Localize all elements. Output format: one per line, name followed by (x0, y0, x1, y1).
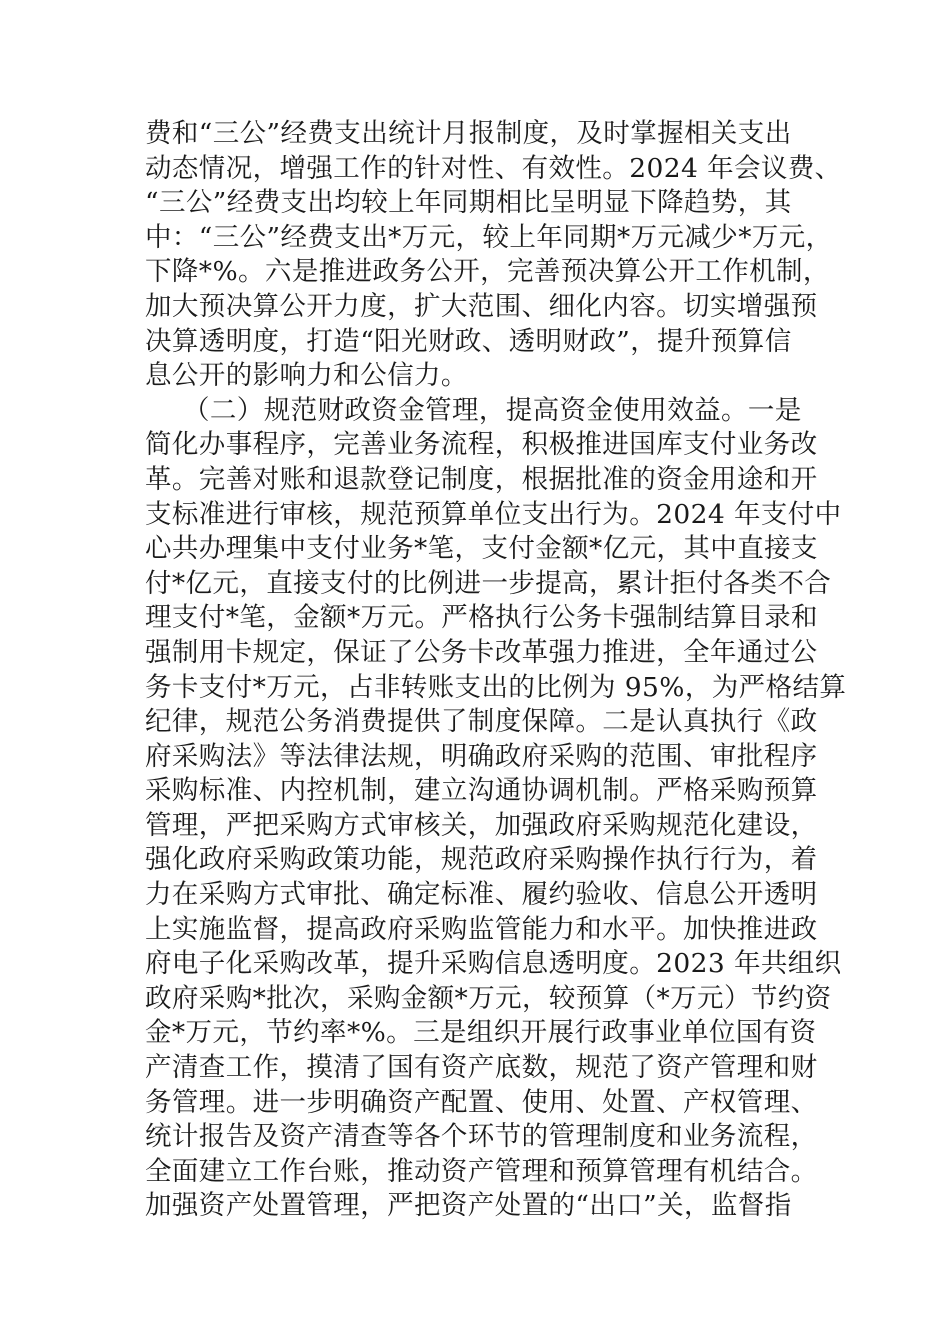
section-heading-line: （二）规范财政资金管理，提高资金使用效益。一是 (183, 394, 802, 426)
text-line: 费和“三公”经费支出统计月报制度，及时掌握相关支出 (145, 118, 792, 149)
text-line: 力在采购方式审批、确定标准、履约验收、信息公开透明 (145, 879, 818, 911)
text-line: 付*亿元，直接支付的比例进一步提高，累计拒付各类不合 (145, 567, 832, 599)
text-line: 加大预决算公开力度，扩大范围、细化内容。切实增强预 (145, 290, 818, 322)
text-line: 务管理。进一步明确资产配置、使用、处置、产权管理、 (145, 1086, 818, 1118)
text-line: 产清查工作，摸清了国有资产底数，规范了资产管理和财 (145, 1052, 818, 1084)
text-line: 务卡支付*万元，占非转账支出的比例为 95%，为严格结算 (145, 671, 847, 703)
text-line: 府电子化采购改革，提升采购信息透明度。2023 年共组织 (145, 948, 842, 980)
text-line: 决算透明度，打造“阳光财政、透明财政”，提升预算信 (145, 325, 792, 357)
text-line: 纪律，规范公务消费提供了制度保障。二是认真执行《政 (145, 706, 818, 738)
text-line: 加强资产处置管理，严把资产处置的“出口”关，监督指 (145, 1190, 792, 1222)
text-line: 管理，严把采购方式审核关，加强政府采购规范化建设， (145, 809, 818, 841)
text-line: 金*万元，节约率*%。三是组织开展行政事业单位国有资 (145, 1017, 817, 1049)
text-line: 统计报告及资产清查等各个环节的管理制度和业务流程， (145, 1121, 818, 1153)
text-line: 息公开的影响力和公信力。 (145, 360, 468, 392)
text-line: 强制用卡规定，保证了公务卡改革强力推进，全年通过公 (145, 636, 818, 668)
text-line: 强化政府采购政策功能，规范政府采购操作执行行为，着 (145, 844, 818, 876)
text-line: 革。完善对账和退款登记制度，根据批准的资金用途和开 (145, 463, 818, 495)
body-text (145, 117, 845, 1224)
text-line: 理支付*笔，金额*万元。严格执行公务卡强制结算目录和 (145, 602, 818, 634)
text-line: 政府采购*批次，采购金额*万元，较预算（*万元）节约资 (145, 982, 832, 1014)
text-line: 动态情况，增强工作的针对性、有效性。2024 年会议费、 (145, 152, 842, 184)
text-line: 采购标准、内控机制，建立沟通协调机制。严格采购预算 (145, 775, 818, 807)
text-line: 中：“三公”经费支出*万元，较上年同期*万元减少*万元， (145, 221, 833, 253)
text-line: 心共办理集中支付业务*笔，支付金额*亿元，其中直接支 (145, 533, 818, 565)
text-line: 上实施监督，提高政府采购监管能力和水平。加快推进政 (145, 913, 818, 945)
text-line: 简化办事程序，完善业务流程，积极推进国库支付业务改 (145, 429, 818, 461)
text-line: “三公”经费支出均较上年同期相比呈明显下降趋势，其 (145, 187, 792, 219)
text-line: 支标准进行审核，规范预算单位支出行为。2024 年支付中 (145, 498, 842, 530)
text-line: 府采购法》等法律法规，明确政府采购的范围、审批程序 (145, 740, 818, 772)
text-line: 下降*%。六是推进政务公开，完善预决算公开工作机制， (145, 256, 830, 288)
text-line: 全面建立工作台账，推动资产管理和预算管理有机结合。 (145, 1155, 818, 1187)
